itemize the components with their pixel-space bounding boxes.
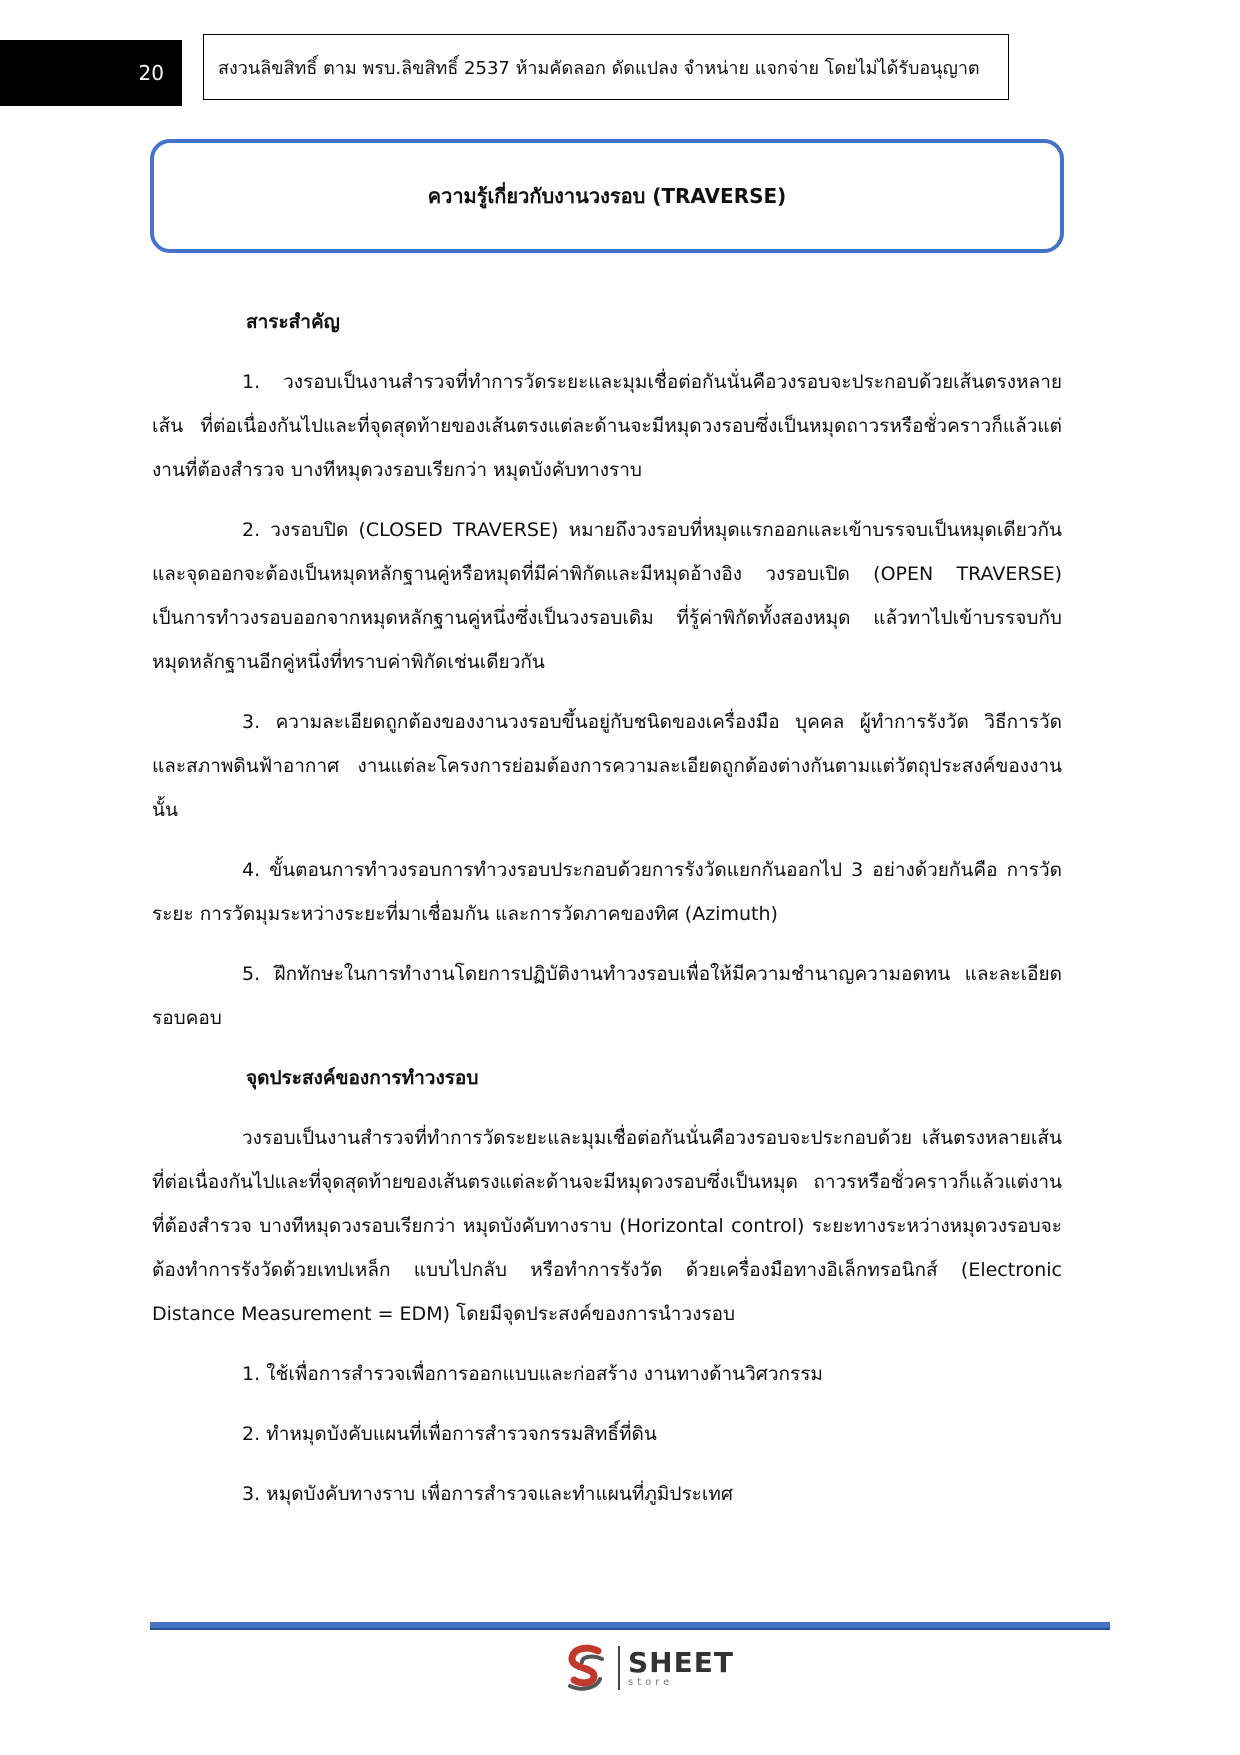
key-point-1: 1. วงรอบเป็นงานสำรวจที่ทำการวัดระยะและมุมเชื่อต่อกันนั่นคือวงรอบจะประกอบด้วยเส้นตรงหลายเส้น ที่ต่อเนื่องกันไปและที่จุดสุดท้ายของเส้นตรงแต่ละด้านจะมีหมุดวงรอบซึ่งเป็นหมุดถาวรหรือชั่วคราวก็แล้วแต่งานที่ต้องสำรวจ บางทีหมุดวงรอบเรียกว่า หมุดบังคับทางราบ <box>152 371 1062 481</box>
logo-text <box>628 1645 734 1688</box>
document-body <box>152 300 1062 1516</box>
objective-item-2: 2. ทำหมุดบังคับแผนที่เพื่อการสำรวจกรรมสิทธิ์ที่ดิน <box>242 1423 657 1445</box>
page-number: 20 <box>138 61 164 85</box>
objective-item-3: 3. หมุดบังคับทางราบ เพื่อการสำรวจและทำแผนที่ภูมิประเทศ <box>242 1483 733 1505</box>
key-point-5: 5. ฝึกทักษะในการทำงานโดยการปฏิบัติงานทำวงรอบเพื่อให้มีความชำนาญความอดทน และละเอียดรอบคอบ <box>152 963 1062 1029</box>
objective-item-1: 1. ใช้เพื่อการสำรวจเพื่อการออกแบบและก่อสร้าง งานทางด้านวิศวกรรม <box>242 1363 823 1385</box>
sheet-store-logo <box>564 1643 734 1693</box>
page-number-box <box>0 40 182 106</box>
logo-subtext: store <box>628 1676 674 1688</box>
section-heading-objectives: จุดประสงค์ของการทำวงรอบ <box>246 1067 479 1089</box>
copyright-notice: สงวนลิขสิทธิ์ ตาม พรบ.ลิขสิทธิ์ 2537 ห้ามคัดลอก ดัดแปลง จำหน่าย แจกจ่าย โดยไม่ได้รับอนุญาต <box>203 34 1009 100</box>
section-heading-key-points: สาระสำคัญ <box>246 311 340 333</box>
sheet-store-s-logo-icon <box>564 1643 610 1693</box>
key-point-3: 3. ความละเอียดถูกต้องของงานวงรอบขึ้นอยู่กับชนิดของเครื่องมือ บุคคล ผู้ทำการรังวัด วิธีการวัด และสภาพดินฟ้าอากาศ งานแต่ละโครงการย่อมต้องการความละเอียดถูกต้องต่างกันตามแต่วัตถุประสงค์ของงานนั้น <box>152 711 1062 821</box>
key-point-4: 4. ขั้นตอนการทำวงรอบการทำวงรอบประกอบด้วยการรังวัดแยกกันออกไป 3 อย่างด้วยกันคือ การวัดระยะ การวัดมุมระหว่างระยะที่มาเชื่อมกัน และการวัดภาคของทิศ (Azimuth) <box>152 859 1062 925</box>
page-title-text: ความรู้เกี่ยวกับงานวงรอบ (TRAVERSE) <box>427 184 787 208</box>
logo-divider <box>618 1646 620 1690</box>
footer-divider <box>150 1622 1110 1630</box>
objectives-paragraph: วงรอบเป็นงานสำรวจที่ทำการวัดระยะและมุมเชื่อต่อกันนั่นคือวงรอบจะประกอบด้วย เส้นตรงหลายเส้น ที่ต่อเนื่องกันไปและที่จุดสุดท้ายของเส้นตรงแต่ละด้านจะมีหมุดวงรอบซึ่งเป็นหมุด ถาวรหรือชั่วคราวก็แล้วแต่งานที่ต้องสำรวจ บางทีหมุดวงรอบเรียกว่า หมุดบังคับทางราบ (Horizontal control) ระยะทางระหว่างหมุดวงรอบจะต้องทำการรังวัดด้วยเทปเหล็ก แบบไปกลับ หรือทำการรังวัด ด้วยเครื่องมือทางอิเล็กทรอนิกส์ (Electronic Distance Measurement = EDM) โดยมีจุดประสงค์ของการนำวงรอบ <box>152 1127 1062 1325</box>
key-point-2: 2. วงรอบปิด (CLOSED TRAVERSE) หมายถึงวงรอบที่หมุดแรกออกและเข้าบรรจบเป็นหมุดเดียวกัน และจุดออกจะต้องเป็นหมุดหลักฐานคู่หรือหมุดที่มีค่าพิกัดและมีหมุดอ้างอิง วงรอบเปิด (OPEN TRAVERSE) เป็นการทำวงรอบออกจากหมุดหลักฐานคู่หนึ่งซึ่งเป็นวงรอบเดิม ที่รู้ค่าพิกัดทั้งสองหมุด แล้วทาไปเข้าบรรจบกับหมุดหลักฐานอีกคู่หนึ่งที่ทราบค่าพิกัดเช่นเดียวกัน <box>152 519 1062 673</box>
page-title <box>150 139 1064 253</box>
logo-word: SHEET <box>628 1645 734 1679</box>
